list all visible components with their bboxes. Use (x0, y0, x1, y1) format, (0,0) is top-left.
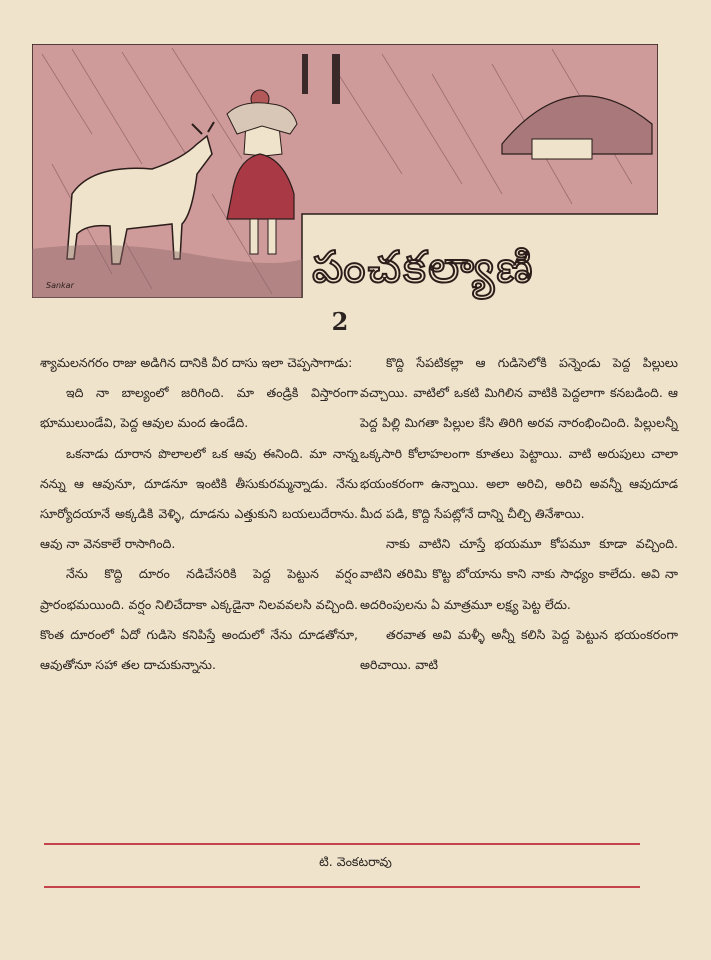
paragraph: నాకు వాటిని చూస్తే భయమూ కోపమూ కూడా వచ్చింది. వాటిని తరిమి కొట్ట బోయాను కాని నాకు సాధ్యం కాలేదు. అవి నా అదరింపులను ఏ మాత్రమూ లక్ష్య పెట్ట లేదు. (360, 536, 678, 612)
right-text-column (360, 348, 678, 680)
artist-signature: Sankar (46, 281, 74, 290)
paragraph: తరవాత అవి మళ్ళీ అన్నీ కలిసి పెద్ద పెట్టున భయంకరంగా అరిచాయి. వాటి (360, 626, 678, 673)
paragraph: కొద్ది సేపటికల్లా ఆ గుడిసెలోకి పన్నెండు పెద్ద పిల్లులు వచ్చాయి. వాటిలో ఒకటి మిగిలిన వాటికి పెద్దలాగా కనబడింది. ఆ పెద్ద పిల్లి మిగతా పిల్లుల కేసి తిరిగి అరవ నారంభించింది. పిల్లులన్నీ ఒక్కసారి కోలాహలంగా కూతలు పెట్టాయి. వాటి అరుపులు చాలా భయంకరంగా ఉన్నాయి. అలా అరిచి, అరిచి అవన్నీ ఆవుదూడ మీద పడి, కొద్ది సేపట్లోనే దాన్ని చీల్చి తినేశాయి. (360, 355, 678, 522)
author-name: టి. వెంకటరావు (319, 854, 392, 869)
footer-rule-top (44, 843, 640, 845)
story-title: పంచకల్యాణి (312, 242, 535, 293)
left-text-column (40, 348, 358, 680)
paragraph: శ్యామలనగరం రాజు అడిగిన దానికి వీర దాసు ఇలా చెప్పసాగాడు: (40, 355, 353, 370)
chapter-number: 2 (331, 307, 349, 336)
paragraph: ఒకనాడు దూరాన పొలాలలో ఒక ఆవు ఈనింది. మా నాన్న నన్ను ఆ ఆవునూ, దూడనూ ఇంటికి తీసుకురమ్మన్నాడు. నేను సూర్యోదయానే అక్కడికి వెళ్ళి, దూడను ఎత్తుకుని బయలుదేరాను. ఆవు నా వెనకాలే రాసాగింది. (40, 445, 358, 552)
footer-rule-bottom (44, 886, 640, 888)
paragraph: నేను కొద్ది దూరం నడిచేసరికి పెద్ద పెట్టున వర్షం ప్రారంభమయింది. వర్షం నిలిచేదాకా ఎక్కడైనా నిలవవలసి వచ్చింది. కొంత దూరంలో ఏదో గుడిసె కనిపిస్తే అందులో నేను దూడతోనూ, ఆవుతోనూ సహా తల దాచుకున్నాను. (40, 566, 358, 673)
paragraph: ఇది నా బాల్యంలో జరిగింది. మా తండ్రికి విస్తారంగా భూములుండేవి, పెద్ద ఆవుల మంద ఉండేది. (40, 385, 358, 431)
